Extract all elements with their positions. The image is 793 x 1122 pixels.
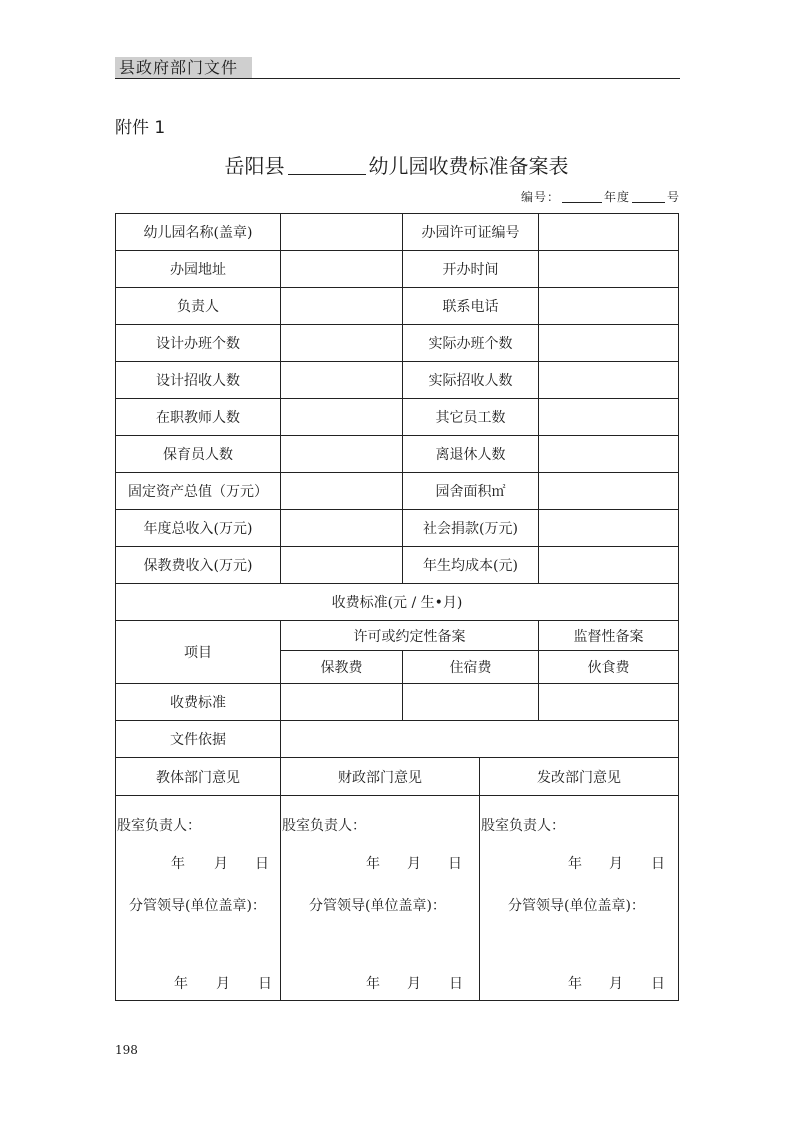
- date-year-label: 年: [568, 856, 582, 872]
- date-year-label: 年: [171, 856, 185, 872]
- planned-enrollment-label: 设计招收人数: [116, 362, 281, 399]
- actual-classes-label: 实际办班个数: [403, 325, 539, 362]
- serial-number-label: 号: [666, 190, 680, 204]
- date-month-label: 月: [609, 976, 623, 992]
- tuition-income-value: [281, 547, 403, 584]
- per-student-cost-label: 年生均成本(元): [403, 547, 539, 584]
- page-number: 198: [115, 1043, 138, 1057]
- fee-standard-row: [116, 684, 679, 721]
- info-row: [116, 288, 679, 325]
- kindergarten-name-label: 幼儿园名称(盖章): [116, 214, 281, 251]
- title-form-name: 幼儿园收费标准备案表: [368, 154, 569, 178]
- document-basis-value: [281, 721, 679, 758]
- development-dept-opinion-label: 发改部门意见: [480, 758, 679, 796]
- serial-year-label: 年度: [603, 190, 630, 204]
- meal-fee-value: [539, 684, 679, 721]
- address-value: [281, 251, 403, 288]
- retiree-count-value: [539, 436, 679, 473]
- info-row: [116, 214, 679, 251]
- date-month-label: 月: [609, 856, 623, 872]
- floor-area-value: [539, 473, 679, 510]
- tuition-fee-label: 保教费: [281, 651, 403, 684]
- fee-standard-label: 收费标准: [116, 684, 281, 721]
- date-month-label: 月: [216, 976, 230, 992]
- date-month-label: 月: [214, 856, 228, 872]
- date-year-label: 年: [366, 856, 380, 872]
- lodging-fee-label: 住宿费: [403, 651, 539, 684]
- caregiver-count-label: 保育员人数: [116, 436, 281, 473]
- actual-enrollment-value: [539, 362, 679, 399]
- actual-enrollment-label: 实际招收人数: [403, 362, 539, 399]
- planned-enrollment-value: [281, 362, 403, 399]
- date-year-label: 年: [174, 976, 188, 992]
- fixed-assets-label: 固定资产总值（万元）: [116, 473, 281, 510]
- info-row: [116, 251, 679, 288]
- retiree-count-label: 离退休人数: [403, 436, 539, 473]
- registration-form-table: [115, 213, 679, 1001]
- lodging-fee-value: [403, 684, 539, 721]
- info-row: [116, 510, 679, 547]
- opinion-signature-row: [116, 796, 679, 1001]
- other-staff-label: 其它员工数: [403, 399, 539, 436]
- info-row: [116, 473, 679, 510]
- per-student-cost-value: [539, 547, 679, 584]
- fee-standard-heading: 收费标准(元 / 生•月): [116, 584, 679, 621]
- section-head-label: 股室负责人：: [282, 818, 366, 834]
- license-number-value: [539, 214, 679, 251]
- planned-classes-label: 设计办班个数: [116, 325, 281, 362]
- info-row: [116, 547, 679, 584]
- date-day-label: 日: [651, 976, 665, 992]
- section-head-label: 股室负责人：: [117, 818, 201, 834]
- leader-seal-label: 分管领导(单位盖章)：: [309, 898, 446, 914]
- education-dept-signature-cell: [116, 796, 281, 1001]
- leader-seal-label: 分管领导(单位盖章)：: [508, 898, 645, 914]
- supervisory-filing-label: 监督性备案: [539, 621, 679, 651]
- document-header-label: 县政府部门文件: [115, 57, 252, 78]
- principal-value: [281, 288, 403, 325]
- kindergarten-name-value: [281, 214, 403, 251]
- date-year-label: 年: [366, 976, 380, 992]
- license-number-label: 办园许可证编号: [403, 214, 539, 251]
- info-row: [116, 325, 679, 362]
- info-row: [116, 436, 679, 473]
- education-dept-opinion-label: 教体部门意见: [116, 758, 281, 796]
- info-row: [116, 399, 679, 436]
- date-day-label: 日: [448, 856, 462, 872]
- teacher-count-label: 在职教师人数: [116, 399, 281, 436]
- serial-number-blank: [632, 190, 665, 203]
- document-basis-row: [116, 721, 679, 758]
- finance-dept-signature-cell: [281, 796, 480, 1001]
- other-staff-value: [539, 399, 679, 436]
- caregiver-count-value: [281, 436, 403, 473]
- serial-label: 编号：: [520, 190, 560, 204]
- tuition-fee-value: [281, 684, 403, 721]
- serial-number-line: [521, 189, 680, 205]
- fee-group-row: [116, 621, 679, 651]
- floor-area-label: 园舍面积㎡: [403, 473, 539, 510]
- address-label: 办园地址: [116, 251, 281, 288]
- annual-income-value: [281, 510, 403, 547]
- principal-label: 负责人: [116, 288, 281, 325]
- annual-income-label: 年度总收入(万元): [116, 510, 281, 547]
- opening-date-value: [539, 251, 679, 288]
- teacher-count-value: [281, 399, 403, 436]
- title-county: 岳阳县: [224, 154, 285, 178]
- attachment-label: 附件 1: [115, 118, 166, 138]
- date-month-label: 月: [407, 856, 421, 872]
- date-month-label: 月: [407, 976, 421, 992]
- phone-value: [539, 288, 679, 325]
- fee-heading-row: [116, 584, 679, 621]
- donations-value: [539, 510, 679, 547]
- licensed-filing-label: 许可或约定性备案: [281, 621, 539, 651]
- opinion-heading-row: [116, 758, 679, 796]
- opening-date-label: 开办时间: [403, 251, 539, 288]
- fixed-assets-value: [281, 473, 403, 510]
- tuition-income-label: 保教费收入(万元): [116, 547, 281, 584]
- document-basis-label: 文件依据: [116, 721, 281, 758]
- date-year-label: 年: [568, 976, 582, 992]
- section-head-label: 股室负责人：: [481, 818, 565, 834]
- info-row: [116, 362, 679, 399]
- donations-label: 社会捐款(万元): [403, 510, 539, 547]
- date-day-label: 日: [255, 856, 269, 872]
- phone-label: 联系电话: [403, 288, 539, 325]
- development-dept-signature-cell: [480, 796, 679, 1001]
- header-rule: [115, 78, 680, 79]
- date-day-label: 日: [258, 976, 272, 992]
- leader-seal-label: 分管领导(单位盖章)：: [129, 898, 266, 914]
- form-title: [0, 153, 793, 179]
- finance-dept-opinion-label: 财政部门意见: [281, 758, 480, 796]
- serial-year-blank: [562, 190, 602, 203]
- meal-fee-label: 伙食费: [539, 651, 679, 684]
- title-name-blank: [288, 154, 366, 175]
- item-label: 项目: [116, 621, 281, 684]
- actual-classes-value: [539, 325, 679, 362]
- date-day-label: 日: [449, 976, 463, 992]
- date-day-label: 日: [651, 856, 665, 872]
- planned-classes-value: [281, 325, 403, 362]
